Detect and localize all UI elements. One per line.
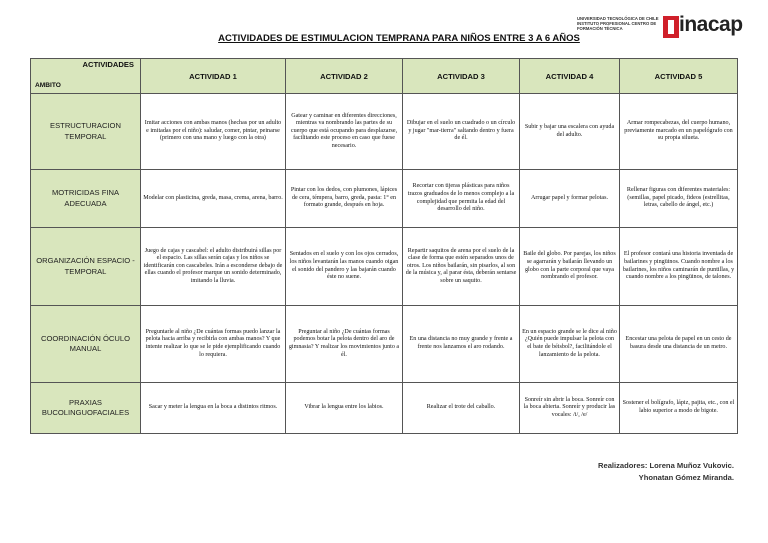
author-line-2: Yhonatan Gómez Miranda. (638, 473, 734, 482)
table-cell: Repartir saquitos de arena por el suelo de la clase de forma que estén separados unos de otros. Los niños bailarán, sin pisarlos, al son de la música y, al parar ésta, deberán sentarse sobre un saquito. (403, 228, 520, 306)
column-header: ACTIVIDAD 1 (141, 59, 286, 94)
inacap-logo-text: inacap (679, 13, 743, 36)
table-cell: Preguntarle al niño ¿De cuántas formas puedo lanzar la pelota hacia arriba y recibirla con ambas manos? Y que intente realizar lo que se le pide ejemplificando cuando lo requiera. (141, 306, 286, 383)
row-header: ORGANIZACIÓN ESPACIO - TEMPORAL (31, 228, 141, 306)
column-header: ACTIVIDAD 5 (620, 59, 738, 94)
corner-label-activities: ACTIVIDADES (82, 60, 134, 69)
table-cell: Vibrar la lengua entre los labios. (286, 383, 403, 434)
table-header-row (31, 59, 738, 94)
table-cell: Gatear y caminar en diferentes direcciones, mientras va nombrando las partes de su cuerpo que está ocupando para desplazarse, facilitando este proceso en caso que fuese necesario. (286, 94, 403, 170)
table-cell: Pintar con los dedos, con plumones, lápices de cera, témpera, barro, greda, pasta: 1° en formato grande, después en hoja. (286, 170, 403, 228)
table-cell: Subir y bajar una escalera con ayuda del adulto. (520, 94, 620, 170)
table-cell: Preguntar al niño ¿De cuántas formas podemos botar la pelota dentro del aro de gimnasia? Y realizar los movimientos junto a él. (286, 306, 403, 383)
row-header: MOTRICIDAS FINA ADECUADA (31, 170, 141, 228)
table-cell: Sostener el bolígrafo, lápiz, pajita, etc., con el labio superior a modo de bigote. (620, 383, 738, 434)
table-cell: Encestar una pelota de papel en un cesto de basura desde una distancia de un metro. (620, 306, 738, 383)
row-header: PRAXIAS BUCOLINGUOFACIALES (31, 383, 141, 434)
table-cell: En un espacio grande se le dice al niño ¿Quién puede impulsar la pelota con el bate de béisbol?, facilitándole el lanzamiento de la pelota. (520, 306, 620, 383)
table-cell: Arrugar papel y formar pelotas. (520, 170, 620, 228)
institution-text: UNIVERSIDAD TECNOLÓGICA DE CHILE INSTITUTO PROFESIONAL CENTRO DE FORMACIÓN TÉCNICA (577, 16, 659, 31)
table-cell: Imitar acciones con ambas manos (hechas por un adulto e imitadas por el niño): saludar, comer, pintar, peinarse (primero con una mano y luego con la otra) (141, 94, 286, 170)
column-header: ACTIVIDAD 4 (520, 59, 620, 94)
page-title-text: ACTIVIDADES DE ESTIMULACION TEMPRANA PARA NIÑOS ENTRE 3 A 6 AÑOS (218, 33, 580, 44)
authors-block (598, 460, 734, 484)
table-corner (31, 59, 141, 94)
table-cell: Sentados en el suelo y con los ojos cerrados, los niños levantarán las manos cuando oigan el sonido del pandero y las bajarán cuando éste no suene. (286, 228, 403, 306)
table-row (31, 170, 738, 228)
table-row (31, 306, 738, 383)
page-title (0, 33, 768, 44)
row-header: COORDINACIÓN ÓCULO MANUAL (31, 306, 141, 383)
table-cell: Baile del globo. Por parejas, los niños se agarrarán y bailarán llevando un globo con la parte corporal que vaya nombrando el profesor. (520, 228, 620, 306)
column-header: ACTIVIDAD 3 (403, 59, 520, 94)
table-cell: Dibujar en el suelo un cuadrado o un círculo y jugar "mar-tierra" saltando dentro y fuera de él. (403, 94, 520, 170)
row-header: ESTRUCTURACION TEMPORAL (31, 94, 141, 170)
table-cell: Modelar con plasticina, greda, masa, crema, arena, barro. (141, 170, 286, 228)
table-cell: Recortar con tijeras plásticas para niños trazos graduados de lo menos complejo a la complejidad que permita la edad del desarrollo del niño. (403, 170, 520, 228)
table-cell: Realizar el trote del caballo. (403, 383, 520, 434)
table-row (31, 94, 738, 170)
table-row (31, 228, 738, 306)
table-cell: Armar rompecabezas, del cuerpo humano, previamente marcado en un papelógrafo con su propia silueta. (620, 94, 738, 170)
table-cell: En una distancia no muy grande y frente a frente nos lanzamos el aro rodando. (403, 306, 520, 383)
table-cell: Juego de cajas y cascabel: el adulto distribuirá sillas por el espacio. Las sillas serán cajas y los niños se identificarán con cascabeles. Irán a esconderse debajo de ellas cuando el profesor marque un sonido determinado, imitando la lluvia. (141, 228, 286, 306)
column-header: ACTIVIDAD 2 (286, 59, 403, 94)
activities-table (30, 58, 738, 434)
author-line-1: Realizadores: Lorena Muñoz Vukovic. (597, 461, 734, 470)
table-cell: Sonreír sin abrir la boca. Sonreír con la boca abierta. Sonreír y producir las vocales: /i/, /e/ (520, 383, 620, 434)
table-row (31, 383, 738, 434)
corner-label-ambit: AMBITO (35, 82, 61, 90)
table-cell: Sacar y meter la lengua en la boca a distintos ritmos. (141, 383, 286, 434)
table-cell: El profesor contará una historia inventada de bailarines y pingüinos. Cuando nombre a los bailarines, los niños caminarán de puntillas, y cuando nombre a los pingüinos, de talones. (620, 228, 738, 306)
table-cell: Rellenar figuras con diferentes materiales: (semillas, papel picado, fideos (estrellitas, letras, cabello de ángel, etc.) (620, 170, 738, 228)
